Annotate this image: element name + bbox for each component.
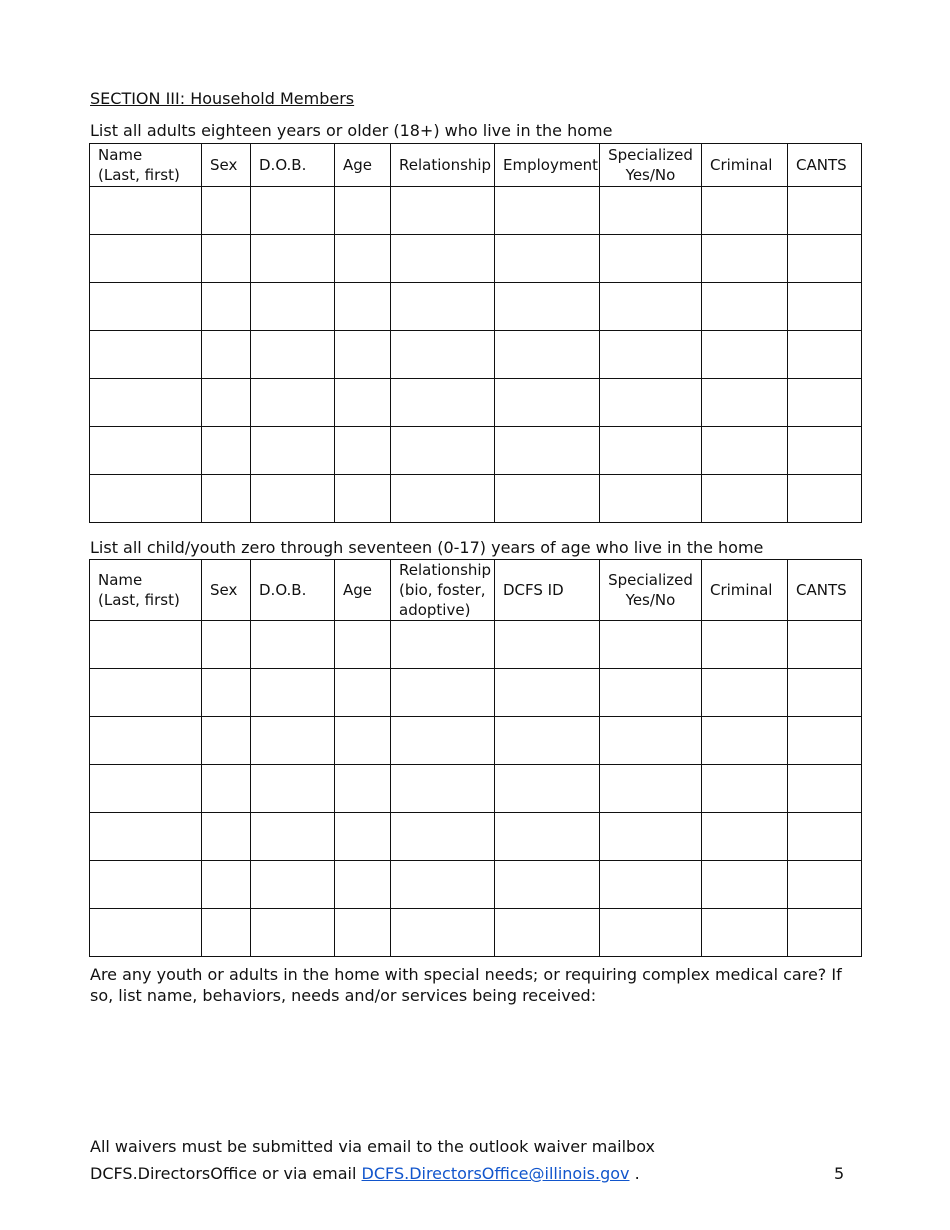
table-cell[interactable]	[335, 765, 391, 813]
table-cell[interactable]	[202, 621, 251, 669]
table-cell[interactable]	[90, 669, 202, 717]
table-cell[interactable]	[335, 283, 391, 331]
table-cell[interactable]	[495, 187, 600, 235]
table-cell[interactable]	[202, 669, 251, 717]
table-cell[interactable]	[90, 909, 202, 957]
table-cell[interactable]	[702, 669, 788, 717]
table-cell[interactable]	[600, 909, 702, 957]
table-row	[90, 331, 862, 379]
table-cell[interactable]	[202, 475, 251, 523]
table-row	[90, 909, 862, 957]
adults-header-text: Name	[98, 146, 143, 164]
table-cell[interactable]	[495, 283, 600, 331]
table-row	[90, 379, 862, 427]
table-cell[interactable]	[788, 669, 862, 717]
table-cell[interactable]	[391, 235, 495, 283]
adults-header-text: Age	[343, 156, 373, 174]
table-cell[interactable]	[600, 235, 702, 283]
table-cell[interactable]	[600, 475, 702, 523]
table-cell[interactable]	[495, 235, 600, 283]
table-cell[interactable]	[391, 187, 495, 235]
adults-header-cell	[495, 144, 600, 187]
adults-header-cell	[600, 144, 702, 187]
table-cell[interactable]	[90, 813, 202, 861]
table-cell[interactable]	[788, 427, 862, 475]
table-row	[90, 427, 862, 475]
table-cell[interactable]	[251, 909, 335, 957]
children-header-cell	[335, 560, 391, 621]
table-cell[interactable]	[495, 379, 600, 427]
table-cell[interactable]	[600, 765, 702, 813]
table-cell[interactable]	[391, 861, 495, 909]
table-cell[interactable]	[600, 621, 702, 669]
section-title: SECTION III: Household Members	[90, 89, 355, 108]
table-row	[90, 861, 862, 909]
table-cell[interactable]	[90, 331, 202, 379]
table-cell[interactable]	[202, 427, 251, 475]
table-cell[interactable]	[788, 813, 862, 861]
table-cell[interactable]	[600, 813, 702, 861]
table-cell[interactable]	[391, 475, 495, 523]
table-cell[interactable]	[788, 379, 862, 427]
table-cell[interactable]	[335, 475, 391, 523]
table-row	[90, 187, 862, 235]
table-cell[interactable]	[335, 331, 391, 379]
adults-header-cell	[251, 144, 335, 187]
adults-header-text: Relationship	[399, 156, 492, 174]
footer-suffix: .	[629, 1164, 640, 1183]
table-cell[interactable]	[251, 379, 335, 427]
adults-table	[89, 143, 862, 523]
table-row	[90, 813, 862, 861]
table-row	[90, 669, 862, 717]
table-cell[interactable]	[702, 427, 788, 475]
table-cell[interactable]	[600, 717, 702, 765]
table-cell[interactable]	[495, 669, 600, 717]
table-cell[interactable]	[495, 427, 600, 475]
table-cell[interactable]	[702, 379, 788, 427]
table-cell[interactable]	[788, 283, 862, 331]
table-cell[interactable]	[600, 669, 702, 717]
adults-header-text: Yes/No	[625, 166, 676, 184]
table-cell[interactable]	[788, 909, 862, 957]
table-cell[interactable]	[335, 717, 391, 765]
table-cell[interactable]	[788, 765, 862, 813]
table-cell[interactable]	[788, 235, 862, 283]
children-header-text: (Last, first)	[98, 591, 180, 609]
table-cell[interactable]	[391, 909, 495, 957]
table-cell[interactable]	[702, 331, 788, 379]
table-cell[interactable]	[391, 379, 495, 427]
adults-header-text: Criminal	[710, 156, 773, 174]
table-row	[90, 717, 862, 765]
children-header-text: (bio, foster,	[399, 581, 486, 599]
table-cell[interactable]	[788, 187, 862, 235]
table-cell[interactable]	[702, 621, 788, 669]
children-header-text: Yes/No	[625, 591, 676, 609]
adults-header-cell	[90, 144, 202, 187]
table-cell[interactable]	[90, 283, 202, 331]
table-cell[interactable]	[495, 765, 600, 813]
adults-header-row	[90, 144, 862, 187]
table-cell[interactable]	[788, 861, 862, 909]
children-header-cell	[788, 560, 862, 621]
table-cell[interactable]	[391, 813, 495, 861]
table-cell[interactable]	[251, 669, 335, 717]
table-cell[interactable]	[202, 283, 251, 331]
table-cell[interactable]	[251, 427, 335, 475]
table-cell[interactable]	[702, 909, 788, 957]
table-row	[90, 621, 862, 669]
adults-header-text: D.O.B.	[259, 156, 307, 174]
children-header-text: Name	[98, 571, 143, 589]
table-cell[interactable]	[90, 379, 202, 427]
table-cell[interactable]	[90, 621, 202, 669]
adults-header-cell	[202, 144, 251, 187]
adults-header-text: CANTS	[796, 156, 847, 174]
table-cell[interactable]	[600, 379, 702, 427]
page-number: 5	[834, 1164, 845, 1183]
table-cell[interactable]	[600, 861, 702, 909]
table-row	[90, 283, 862, 331]
special-needs-question: Are any youth or adults in the home with special needs; or requiring complex medical care? If so, list name, behaviors, needs and/or services being received:	[90, 965, 842, 1005]
table-cell[interactable]	[391, 765, 495, 813]
footer-mailbox-text: DCFS.DirectorsOffice or via email	[90, 1164, 362, 1183]
table-cell[interactable]	[702, 861, 788, 909]
footer-email-line	[90, 1164, 640, 1184]
table-cell[interactable]	[495, 717, 600, 765]
table-cell[interactable]	[251, 475, 335, 523]
email-link[interactable]: DCFS.DirectorsOffice@illinois.gov	[361, 1164, 630, 1183]
table-cell[interactable]	[251, 621, 335, 669]
children-header-cell	[702, 560, 788, 621]
table-cell[interactable]	[702, 475, 788, 523]
table-cell[interactable]	[335, 621, 391, 669]
table-cell[interactable]	[90, 235, 202, 283]
table-cell[interactable]	[202, 909, 251, 957]
table-cell[interactable]	[90, 427, 202, 475]
table-cell[interactable]	[391, 283, 495, 331]
adults-header-cell	[788, 144, 862, 187]
children-header-cell	[495, 560, 600, 621]
table-cell[interactable]	[90, 717, 202, 765]
table-cell[interactable]	[600, 331, 702, 379]
adults-header-text: (Last, first)	[98, 166, 180, 184]
table-row	[90, 235, 862, 283]
table-cell[interactable]	[202, 813, 251, 861]
children-header-cell	[90, 560, 202, 621]
table-cell[interactable]	[391, 427, 495, 475]
adults-header-cell	[702, 144, 788, 187]
table-cell[interactable]	[251, 283, 335, 331]
table-cell[interactable]	[202, 187, 251, 235]
table-cell[interactable]	[788, 717, 862, 765]
table-row	[90, 765, 862, 813]
table-cell[interactable]	[202, 861, 251, 909]
table-cell[interactable]	[251, 331, 335, 379]
children-header-text: Sex	[210, 581, 238, 599]
table-cell[interactable]	[600, 427, 702, 475]
table-cell[interactable]	[788, 475, 862, 523]
children-table	[89, 559, 862, 957]
table-cell[interactable]	[702, 283, 788, 331]
table-cell[interactable]	[702, 717, 788, 765]
table-cell[interactable]	[202, 235, 251, 283]
table-cell[interactable]	[90, 765, 202, 813]
table-cell[interactable]	[251, 765, 335, 813]
adults-header-cell	[391, 144, 495, 187]
children-table-body	[90, 621, 862, 957]
children-header-cell	[391, 560, 495, 621]
table-cell[interactable]	[702, 813, 788, 861]
table-cell[interactable]	[495, 621, 600, 669]
table-cell[interactable]	[202, 717, 251, 765]
table-cell[interactable]	[202, 379, 251, 427]
adults-header-text: Employment	[503, 156, 599, 174]
children-header-cell	[600, 560, 702, 621]
table-cell[interactable]	[251, 813, 335, 861]
children-header-text: adoptive)	[399, 601, 471, 619]
children-header-text: D.O.B.	[259, 581, 307, 599]
table-cell[interactable]	[391, 717, 495, 765]
table-cell[interactable]	[251, 717, 335, 765]
adults-table-body	[90, 187, 862, 523]
table-cell[interactable]	[335, 669, 391, 717]
table-row	[90, 475, 862, 523]
table-cell[interactable]	[788, 331, 862, 379]
table-cell[interactable]	[335, 861, 391, 909]
table-cell[interactable]	[702, 765, 788, 813]
adults-header-cell	[335, 144, 391, 187]
table-cell[interactable]	[335, 909, 391, 957]
table-cell[interactable]	[335, 187, 391, 235]
children-header-text: Relationship	[399, 561, 492, 579]
table-cell[interactable]	[251, 235, 335, 283]
table-cell[interactable]	[251, 861, 335, 909]
children-header-cell	[202, 560, 251, 621]
table-cell[interactable]	[202, 331, 251, 379]
table-cell[interactable]	[702, 187, 788, 235]
table-cell[interactable]	[335, 813, 391, 861]
table-cell[interactable]	[335, 235, 391, 283]
table-cell[interactable]	[495, 331, 600, 379]
table-cell[interactable]	[335, 427, 391, 475]
table-cell[interactable]	[251, 187, 335, 235]
table-cell[interactable]	[90, 475, 202, 523]
table-cell[interactable]	[202, 765, 251, 813]
children-header-row	[90, 560, 862, 621]
table-cell[interactable]	[495, 813, 600, 861]
table-cell[interactable]	[600, 187, 702, 235]
table-cell[interactable]	[702, 235, 788, 283]
table-cell[interactable]	[495, 909, 600, 957]
table-cell[interactable]	[495, 861, 600, 909]
table-cell[interactable]	[90, 861, 202, 909]
table-cell[interactable]	[495, 475, 600, 523]
table-cell[interactable]	[600, 283, 702, 331]
table-cell[interactable]	[391, 331, 495, 379]
table-cell[interactable]	[391, 669, 495, 717]
footer-submission-note: All waivers must be submitted via email to the outlook waiver mailbox	[90, 1137, 655, 1156]
adults-header-text: Specialized	[608, 146, 693, 164]
children-header-text: CANTS	[796, 581, 847, 599]
table-cell[interactable]	[788, 621, 862, 669]
adults-table-caption: List all adults eighteen years or older (18+) who live in the home	[90, 121, 613, 140]
children-header-text: Criminal	[710, 581, 773, 599]
children-header-text: DCFS ID	[503, 581, 564, 599]
adults-header-text: Sex	[210, 156, 238, 174]
children-header-text: Age	[343, 581, 373, 599]
table-cell[interactable]	[90, 187, 202, 235]
table-cell[interactable]	[335, 379, 391, 427]
table-cell[interactable]	[391, 621, 495, 669]
children-table-caption: List all child/youth zero through seventeen (0-17) years of age who live in the home	[90, 538, 764, 557]
children-header-text: Specialized	[608, 571, 693, 589]
children-header-cell	[251, 560, 335, 621]
